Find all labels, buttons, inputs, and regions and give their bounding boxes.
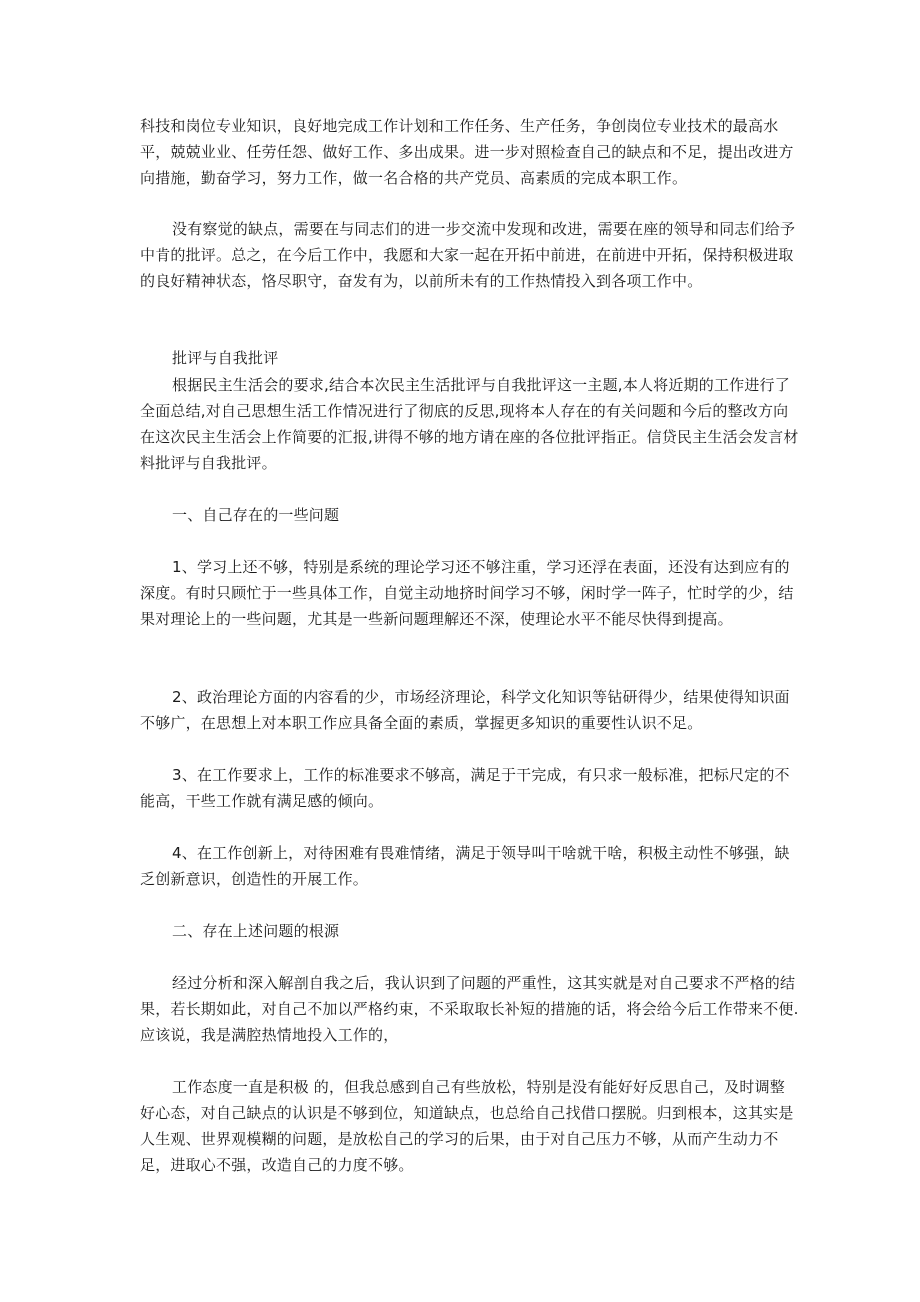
problem-item-2: 2、政治理论方面的内容看的少，市场经济理论，科学文化知识等钻研得少，结果使得知识面不够广，在思想上对本职工作应具备全面的素质，掌握更多知识的重要性认识不足。 <box>140 688 790 732</box>
paragraph-introduction: 根据民主生活会的要求,结合本次民主生活批评与自我批评这一主题,本人将近期的工作进行了全面总结,对自己思想生活工作情况进行了彻底的反思,现将本人存在的有关问题和今后的整改方向在这次民主生活会上作简要的汇报,讲得不够的地方请在座的各位批评指正。信贷民主生活会发言材料批评与自我批评。 <box>140 376 799 472</box>
problem-item-3: 3、在工作要求上，工作的标准要求不够高，满足于干完成，有只求一般标准，把标尺定的不能高，干些工作就有满足感的倾向。 <box>140 766 790 810</box>
problem-item-4: 4、在工作创新上，对待困难有畏难情绪，满足于领导叫干啥就干啥，积极主动性不够强，缺乏创新意识，创造性的开展工作。 <box>140 844 790 888</box>
paragraph-future-commitment: 没有察觉的缺点，需要在与同志们的进一步交流中发现和改进，需要在座的领导和同志们给予中肯的批评。总之，在今后工作中，我愿和大家一起在开拓中前进，在前进中开拓，保持积极进取的良好精神状态，恪尽职守，奋发有为，以前所未有的工作热情投入到各项工作中。 <box>140 220 796 290</box>
section-title-root-causes: 二、存在上述问题的根源 <box>172 922 340 940</box>
section-title-problems: 一、自己存在的一些问题 <box>172 506 340 524</box>
paragraph-work-summary: 科技和岗位专业知识，良好地完成工作计划和工作任务、生产任务，争创岗位专业技术的最高水平，兢兢业业、任劳任怨、做好工作、多出成果。进一步对照检查自己的缺点和不足，提出改进方向措施，勤奋学习，努力工作，做一名合格的共产党员、高素质的完成本职工作。 <box>140 117 794 187</box>
problem-item-1: 1、学习上还不够，特别是系统的理论学习还不够注重，学习还浮在表面，还没有达到应有的深度。有时只顾忙于一些具体工作，自觉主动地挤时间学习不够，闲时学一阵子，忙时学的少，结果对理论上的一些问题，尤其是一些新问题理解还不深，使理论水平不能尽快得到提高。 <box>140 558 794 628</box>
paragraph-attitude: 工作态度一直是积极 的，但我总感到自己有些放松，特别是没有能好好反思自己，及时调整好心态，对自己缺点的认识是不够到位，知道缺点，也总给自己找借口摆脱。归到根本，这其实是人生观、世界观模糊的问题，是放松自己的学习的后果，由于对自己压力不够，从而产生动力不足，进取心不强，改造自己的力度不够。 <box>140 1078 794 1174</box>
heading-critique: 批评与自我批评 <box>172 349 279 367</box>
paragraph-analysis: 经过分析和深入解剖自我之后，我认识到了问题的严重性，这其实就是对自己要求不严格的结果，若长期如此，对自己不加以严格约束，不采取取长补短的措施的话，将会给今后工作带来不便.应该说，我是满腔热情地投入工作的， <box>140 974 799 1044</box>
